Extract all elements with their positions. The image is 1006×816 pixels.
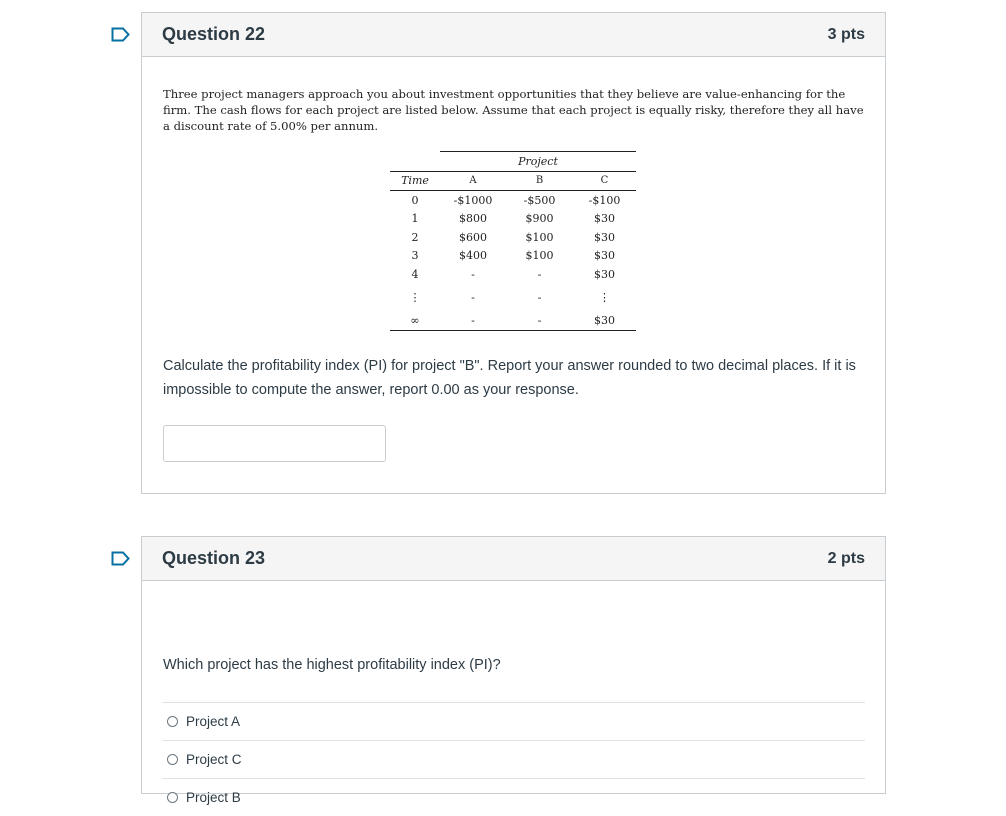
project-c-header: C (573, 171, 636, 191)
cash-flow-a: -$1000 (453, 193, 493, 207)
cash-flow-a: - (471, 267, 475, 281)
flag-question-icon[interactable] (111, 27, 130, 42)
table-row (390, 265, 636, 284)
question-header (142, 13, 885, 57)
project-b-header: B (506, 171, 573, 191)
cash-flow-b: - (537, 291, 542, 304)
cash-flow-b: $900 (525, 212, 554, 226)
table-row (390, 191, 636, 210)
radio-button[interactable] (167, 716, 178, 727)
time-cell: ∞ (390, 312, 440, 331)
cash-flow-b: $100 (525, 249, 554, 263)
question-23 (141, 536, 886, 805)
table-row (390, 247, 636, 266)
cash-flow-a: - (440, 312, 506, 331)
table-row (390, 210, 636, 229)
time-cell: 1 (411, 212, 419, 226)
answer-label: Project A (186, 714, 241, 729)
cash-flow-a: - (471, 291, 475, 304)
question-title: Question 23 (162, 548, 266, 568)
cash-flow-a: $400 (459, 249, 487, 263)
radio-button[interactable] (167, 754, 178, 765)
time-cell: 2 (411, 230, 419, 244)
answer-option-project-b[interactable] (162, 778, 865, 816)
question-22 (141, 12, 886, 494)
table-row (390, 284, 636, 312)
cash-flow-c: -$100 (588, 193, 621, 207)
cash-flow-c: $30 (573, 312, 636, 331)
table-row (390, 312, 636, 331)
cash-flow-a: $800 (459, 212, 487, 226)
cash-flow-b: -$500 (523, 193, 556, 207)
cash-flow-c: $30 (594, 212, 615, 226)
question-intro: Three project managers approach you about investment opportunities that they believe are value-enhancing for the firm. The cash flows for each project are listed below. Assume that each project is equally risky, therefore they all have a discount rate of 5.00% per annum. (163, 87, 864, 133)
question-text: Which project has the highest profitability index (PI)? (163, 657, 501, 673)
answer-option-project-c[interactable] (162, 740, 865, 778)
radio-button[interactable] (167, 792, 178, 803)
time-cell: 4 (411, 267, 419, 281)
answer-list (162, 702, 865, 816)
cash-flow-table (390, 151, 636, 331)
cash-flow-table-wrap (390, 151, 636, 331)
cash-flow-b: $100 (525, 230, 554, 244)
question-points: 3 pts (827, 25, 865, 43)
cash-flow-c: $30 (594, 230, 615, 244)
table-row (390, 228, 636, 247)
project-a-header: A (440, 171, 506, 191)
cash-flow-b: - (506, 312, 573, 331)
time-header: Time (390, 171, 440, 191)
cash-flow-c: ⋮ (599, 291, 610, 304)
answer-option-project-a[interactable] (162, 702, 865, 740)
question-header (142, 537, 885, 581)
question-title: Question 22 (162, 24, 266, 44)
answer-input[interactable] (163, 425, 386, 462)
cash-flow-b: - (537, 267, 542, 281)
time-cell: ⋮ (409, 291, 421, 304)
answer-label: Project C (186, 752, 242, 767)
flag-question-icon[interactable] (111, 551, 130, 566)
question-prompt: Calculate the profitability index (PI) for project "B". Report your answer rounded to two decimal places. If it is impossible to compute the answer, report 0.00 as your response. (163, 358, 856, 398)
cash-flow-c: $30 (594, 267, 615, 281)
cash-flow-a: $600 (459, 230, 487, 244)
time-cell: 3 (411, 249, 419, 263)
cash-flow-c: $30 (594, 249, 615, 263)
time-cell: 0 (411, 193, 419, 207)
project-group-header: Project (440, 152, 636, 172)
answer-label: Project B (186, 790, 241, 805)
question-points: 2 pts (827, 549, 865, 567)
